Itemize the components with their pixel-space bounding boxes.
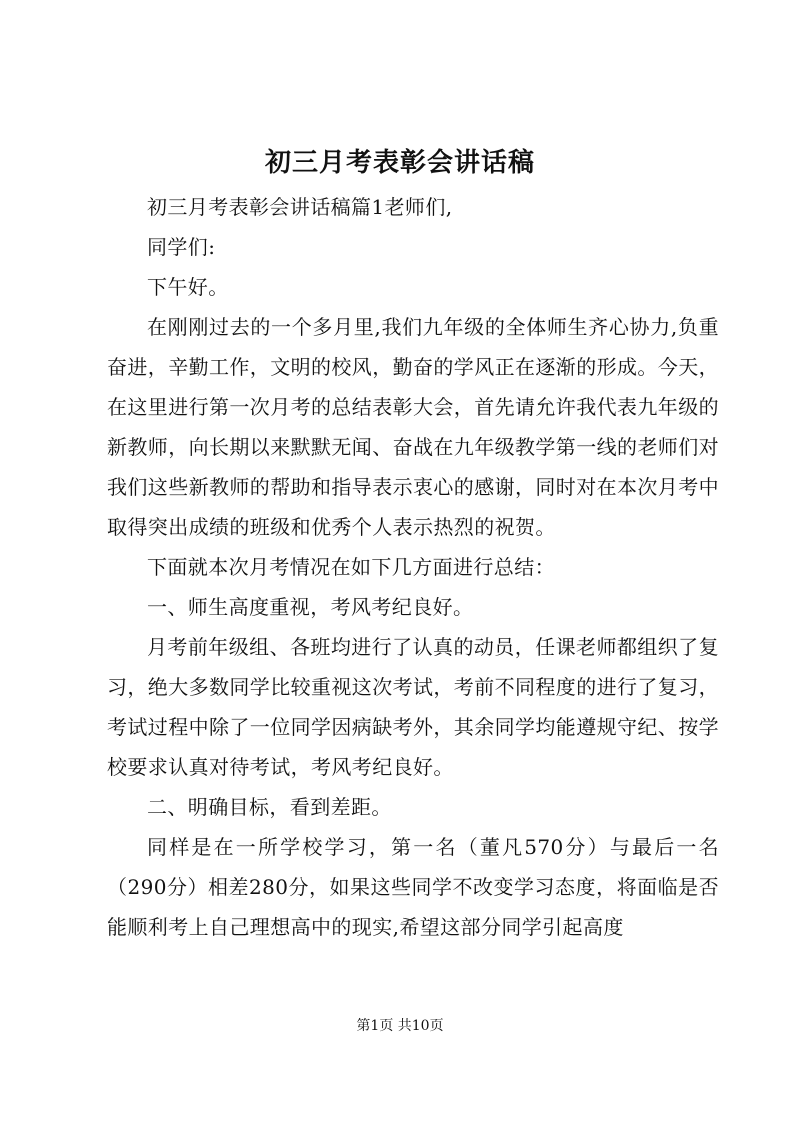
paragraph-summary-intro: 下面就本次月考情况在如下几方面进行总结：: [147, 555, 555, 579]
paragraph-section-two: 同样是在一所学校学习，第一名（董凡570分）与最后一名（290分）相差280分，如果这些同学不改变学习态度，将面临是否能顺利考上自己理想高中的现实,希望这部分同学引起高度: [107, 835, 719, 939]
paragraph-salutation: 同学们:: [147, 235, 216, 259]
paragraph-greeting: 下午好。: [147, 275, 229, 299]
paragraph-section-one: 月考前年级组、各班均进行了认真的动员，任课老师都组织了复习，绝大多数同学比较重视这次考试，考前不同程度的进行了复习，考试过程中除了一位同学因病缺考外，其余同学均能遵规守纪、按学校要求认真对待考试，考风考纪良好。: [107, 635, 719, 779]
page-footer: 第1页 共10页: [356, 1018, 444, 1034]
document-body: [107, 187, 719, 947]
section-heading-one: 一、师生高度重视，考风考纪良好。: [147, 595, 474, 619]
paragraph-opening: 在刚刚过去的一个多月里,我们九年级的全体师生齐心协力,负重奋进，辛勤工作，文明的校风，勤奋的学风正在逐渐的形成。今天，在这里进行第一次月考的总结表彰大会，首先请允许我代表九年级的新教师，向长期以来默默无闻、奋战在九年级教学第一线的老师们对我们这些新教师的帮助和指导表示衷心的感谢，同时对在本次月考中取得突出成绩的班级和优秀个人表示热烈的祝贺。: [107, 315, 719, 539]
section-heading-two: 二、明确目标，看到差距。: [147, 795, 392, 819]
document-title: 初三月考表彰会讲话稿: [264, 148, 535, 178]
paragraph-heading-line: 初三月考表彰会讲话稿篇1老师们,: [147, 195, 453, 219]
